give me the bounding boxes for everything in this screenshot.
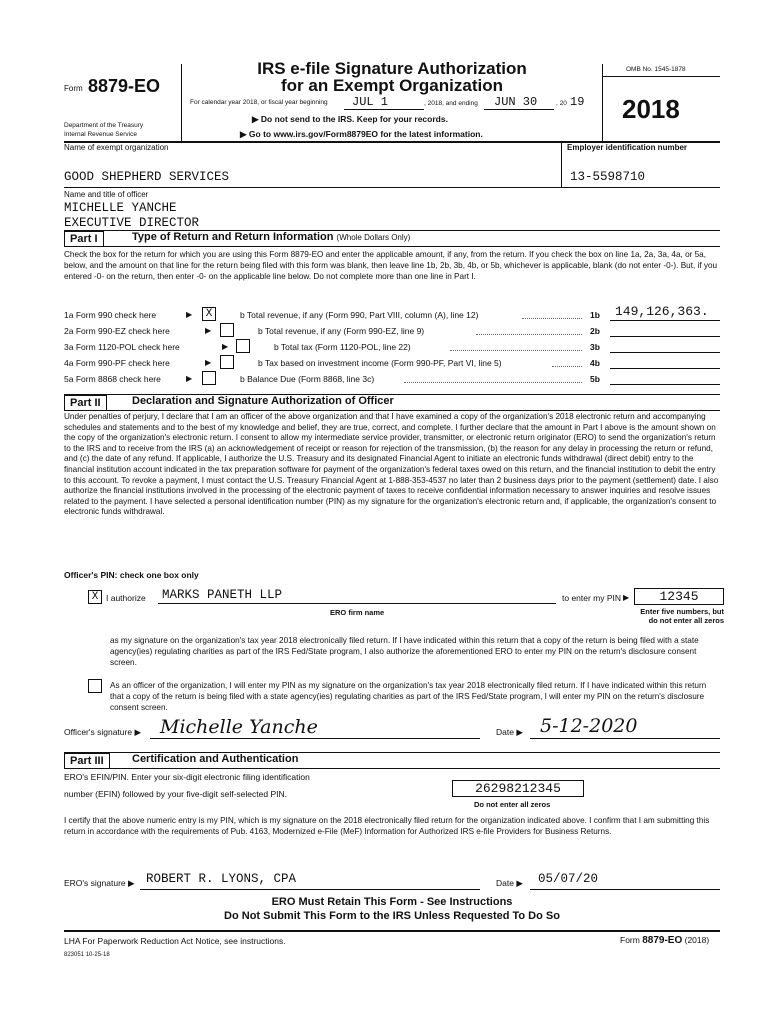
certification-text: I certify that the above numeric entry is my PIN, which is my signature on the 2018 electronically filed return for the organization indicated above. I confirm that I am submitting this return in accordance with the requirements of Pub. 4163, Modernized e-File (MeF) Information for Authorized IRS e-file Providers for Business Returns. [64, 816, 710, 836]
authorize-ero-checkbox[interactable]: X [88, 590, 102, 604]
officer-pin-field[interactable]: 12345 [634, 588, 724, 605]
form-ref: Form 8879-EO (2018) [620, 935, 710, 946]
part1-intro: Check the box for the return for which you are using this Form 8879-EO and enter the applicable amount, if any, from the return. If you check the box on line 1a, 2a, 3a, 4a, or 5a, below, and the amount on that line for the return being filed with this form was blank, then leave line 1b, 2b, 3b, 4b, or 5b, whichever is applicable, blank (do not enter -0-). But, if you entered -0- on the return, then enter -0- on the applicable line below. Do not complete more than one line in Part I. [64, 250, 718, 281]
ero-date-label: Date ▶ [496, 878, 523, 888]
form-title-line2: for an Exempt Organization [281, 76, 503, 95]
line-3a-label: 3a Form 1120-POL check here [64, 342, 180, 352]
org-name-label: Name of exempt organization [64, 143, 169, 152]
line-4b-label: b Tax based on investment income (Form 990-PF, Part VI, line 5) [258, 358, 502, 368]
arrow-icon: ▶ [623, 593, 630, 602]
tax-year: 2018 [622, 94, 680, 124]
efin-text-1: ERO's EFIN/PIN. Enter your six-digit electronic filing identification [64, 772, 310, 782]
line-2a-checkbox[interactable] [220, 323, 234, 337]
pin-heading: Officer's PIN: check one box only [64, 570, 199, 580]
line-5a-checkbox[interactable] [202, 371, 216, 385]
line-5b-label: b Balance Due (Form 8868, line 3c) [240, 374, 375, 384]
officer-signature: Michelle Yanche [160, 716, 318, 738]
ero-firm-name: MARKS PANETH LLP [162, 588, 283, 602]
officer-enter-pin-checkbox[interactable] [88, 679, 102, 693]
part2-declaration: Under penalties of perjury, I declare that I am an officer of the above organization and that I have examined a copy of the organization's 2018 electronic return and accompanying schedules and statements and to the best of my knowledge and belief, they are true, correct, and complete. I further declare that the amount in Part I above is the amount shown on the copy of the organization's electronic return. I consent to allow my intermediate service provider, transmitter, or electronic return originator (ERO) to send the organization's return to the IRS and to receive from the IRS (a) an acknowledgement of receipt or reason for rejection of the transmission, (b) the reason for any delay in processing the return or refund, and (c) the date of any refund. If applicable, I authorize the U.S. Treasury and its designated Financial Agent to initiate an electronic funds withdrawal (direct debit) entry to the financial institution account indicated in the tax preparation software for payment of the organization's federal taxes owed on this return, and the financial institution to debit the entry to this account. To revoke a payment, I must contact the U.S. Treasury Financial Agent at 1-888-353-4537 no later than 2 business days prior to the payment (settlement) date. I also authorize the financial institutions involved in the processing of the electronic payment of taxes to receive confidential information necessary to answer inquiries and resolve issues related to the payment. I have selected a personal identification number (PIN) as my signature for the organization's electronic return and, if applicable, the organization's consent to electronic funds withdrawal. [64, 412, 719, 517]
line-4b-num: 4b [590, 358, 600, 368]
line-1a-checkbox[interactable]: X [202, 307, 216, 321]
year-suffix: 19 [570, 95, 585, 109]
year-prefix: , 20 [556, 100, 567, 107]
officer-date: 5-12-2020 [540, 715, 638, 737]
to-enter-pin-text: to enter my PIN [562, 593, 622, 603]
line-1a-label: 1a Form 990 check here [64, 310, 157, 320]
line-2b-num: 2b [590, 326, 600, 336]
part2-title: Declaration and Signature Authorization of Officer [132, 395, 394, 407]
begin-date: JUL 1 [352, 95, 389, 109]
pin-note-1: Enter five numbers, but [640, 607, 724, 616]
instruction-2: ▶ Go to www.irs.gov/Form8879EO for the latest information. [240, 129, 483, 139]
dept-line1: Department of the Treasury [64, 122, 144, 129]
dept-line2: Internal Revenue Service [64, 131, 137, 138]
arrow-icon: ▶ [186, 310, 193, 319]
ero-signature: ROBERT R. LYONS, CPA [146, 872, 297, 886]
ero-efin-pin-field[interactable]: 26298212345 [452, 780, 584, 797]
part2-label: Part II [64, 395, 107, 411]
line-3b-num: 3b [590, 342, 600, 352]
org-name: GOOD SHEPHERD SERVICES [64, 170, 230, 184]
ero-signature-label: ERO's signature ▶ [64, 878, 135, 888]
ero-firm-label: ERO firm name [330, 608, 385, 617]
retain-notice-2: Do Not Submit This Form to the IRS Unless Requested To Do So [224, 910, 560, 922]
end-date: JUN 30 [494, 95, 538, 109]
line-3a-checkbox[interactable] [236, 339, 250, 353]
part1-title: Type of Return and Return Information (Whole Dollars Only) [132, 231, 411, 243]
officer-signature-label: Officer's signature ▶ [64, 727, 142, 737]
ein: 13-5598710 [570, 170, 646, 184]
line-3b-label: b Total tax (Form 1120-POL, line 22) [274, 342, 411, 352]
officer-title: EXECUTIVE DIRECTOR [64, 216, 200, 230]
officer-name: MICHELLE YANCHE [64, 201, 177, 215]
form-title-line1: IRS e-file Signature Authorization [257, 59, 527, 78]
omb-number: OMB No. 1545-1878 [626, 66, 686, 73]
arrow-icon: ▶ [205, 326, 212, 335]
line-5a-label: 5a Form 8868 check here [64, 374, 161, 384]
lha-notice: LHA For Paperwork Reduction Act Notice, see instructions. [64, 936, 286, 946]
officer-date-label: Date ▶ [496, 727, 523, 737]
efin-text-2: number (EFIN) followed by your five-digit self-selected PIN. [64, 789, 287, 799]
pin-note-2: do not enter all zeros [648, 616, 724, 625]
part3-title: Certification and Authentication [132, 753, 299, 765]
line-2b-label: b Total revenue, if any (Form 990-EZ, line 9) [258, 326, 425, 336]
line-1b-amount: 149,126,363. [615, 304, 709, 319]
line-1b-num: 1b [590, 310, 600, 320]
officer-enter-pin-text: As an officer of the organization, I will enter my PIN as my signature on the organization's tax year 2018 electronically filed return. If I have indicated within this return that a copy of the return is being filed with a state agency(ies) regulating charities as part of the IRS Fed/State program, I will enter my PIN on the return's disclosure consent screen. [110, 681, 707, 712]
authorize-text: I authorize [106, 593, 146, 603]
instruction-1: ▶ Do not send to the IRS. Keep for your records. [252, 114, 448, 124]
arrow-icon: ▶ [186, 374, 193, 383]
officer-label: Name and title of officer [64, 190, 149, 199]
line-4a-label: 4a Form 990-PF check here [64, 358, 170, 368]
retain-notice-1: ERO Must Retain This Form - See Instructions [271, 896, 513, 908]
calendar-year-text: For calendar year 2018, or fiscal year beginning [190, 99, 328, 106]
line-2a-label: 2a Form 990-EZ check here [64, 326, 170, 336]
ein-label: Employer identification number [567, 143, 688, 152]
part1-label: Part I [64, 231, 104, 247]
ending-text: , 2018, and ending [424, 100, 478, 107]
form-number: 8879-EO [88, 76, 161, 96]
efin-note: Do not enter all zeros [474, 800, 551, 809]
form-code: 823051 10-25-18 [64, 952, 110, 958]
line-1b-label: b Total revenue, if any (Form 990, Part VIII, column (A), line 12) [240, 310, 479, 320]
arrow-icon: ▶ [222, 342, 229, 351]
line-4a-checkbox[interactable] [220, 355, 234, 369]
part3-label: Part III [64, 753, 110, 769]
authorize-continued: as my signature on the organization's tax year 2018 electronically filed return. If I have indicated within this return that a copy of the return is being filed with a state agency(ies) regulating charities as part of the IRS Fed/State program, I also authorize the aforementioned ERO to enter my PIN on the return's disclosure consent screen. [110, 636, 699, 667]
arrow-icon: ▶ [205, 358, 212, 367]
ero-date: 05/07/20 [538, 872, 599, 886]
form-prefix: Form [64, 84, 83, 93]
line-5b-num: 5b [590, 374, 600, 384]
